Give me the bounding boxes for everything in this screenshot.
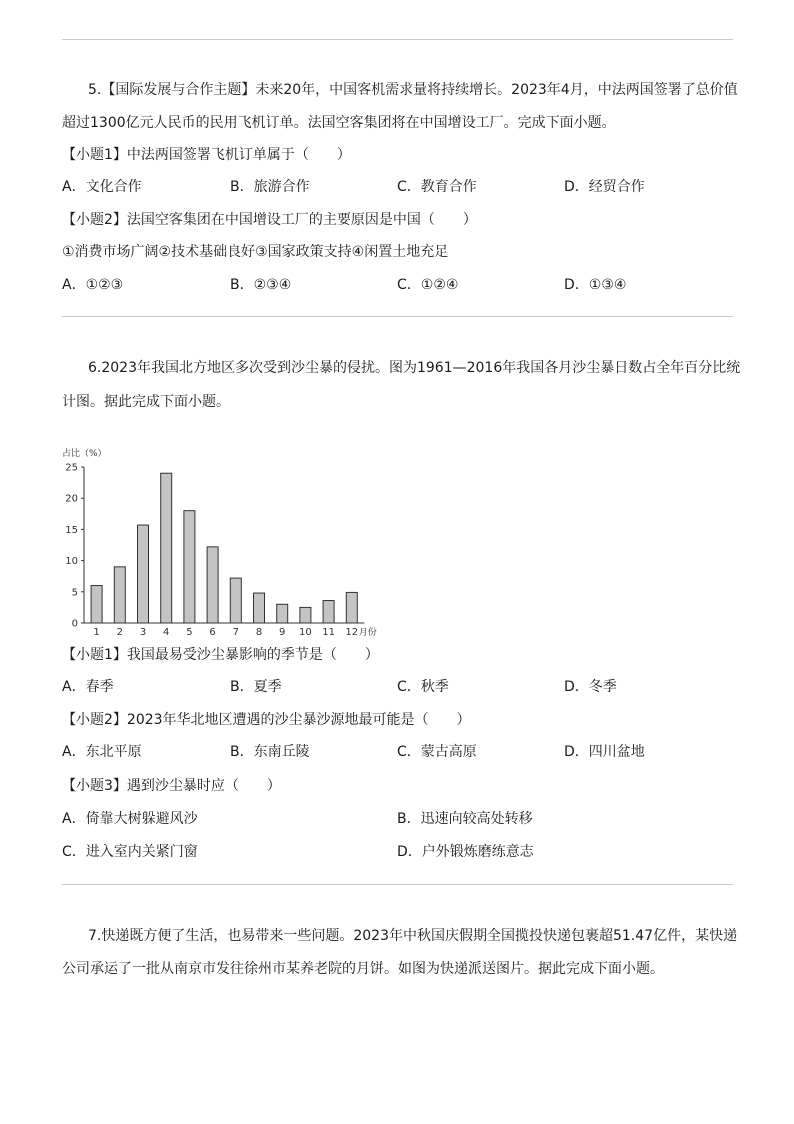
x-axis-title: 月份 xyxy=(358,628,377,638)
y-tick-label: 15 xyxy=(65,524,78,536)
q6-sub2-option-c[interactable]: C．蒙古高原 xyxy=(397,744,477,760)
q6-sub3-option-b[interactable]: B．迅速向较高处转移 xyxy=(397,811,533,827)
q5-sub1-option-b[interactable]: B．旅游合作 xyxy=(230,179,310,195)
x-tick-label: 1 xyxy=(93,627,100,638)
y-axis-title: 占比（%） xyxy=(62,449,107,459)
y-tick-label: 25 xyxy=(65,462,78,474)
x-tick-label: 12 xyxy=(345,627,359,638)
q6-sub2-stem: 【小题2】2023年华北地区遭遇的沙尘暴沙源地最可能是（ ） xyxy=(62,712,471,728)
divider-q6-q7 xyxy=(62,884,733,885)
bar-month-3 xyxy=(138,525,149,623)
x-tick-label: 4 xyxy=(163,627,170,638)
q6-stem-line1: 6.2023年我国北方地区多次受到沙尘暴的侵扰。图为1961—2016年我国各月沙尘暴日数占全年百分比统 xyxy=(88,360,741,376)
divider-q5-q6 xyxy=(62,316,733,317)
q6-sub3-option-c[interactable]: C．进入室内关紧门窗 xyxy=(62,844,198,860)
q5-sub2-option-c[interactable]: C．①②④ xyxy=(397,277,459,293)
bar-month-1 xyxy=(91,586,102,623)
x-tick-label: 3 xyxy=(139,627,147,638)
q5-sub2-option-d[interactable]: D．①③④ xyxy=(564,277,627,293)
q5-sub1-stem: 【小题1】中法两国签署飞机订单属于（ ） xyxy=(62,147,351,163)
q5-sub1-option-c[interactable]: C．教育合作 xyxy=(397,179,477,195)
y-tick-label: 0 xyxy=(71,618,78,630)
x-tick-label: 6 xyxy=(209,627,216,638)
y-tick-label: 5 xyxy=(71,587,78,599)
q5-sub2-option-a[interactable]: A．①②③ xyxy=(62,277,124,293)
q6-sub1-option-b[interactable]: B．夏季 xyxy=(230,679,282,695)
q5-stem-line1: 5.【国际发展与合作主题】未来20年，中国客机需求量将持续增长。2023年4月，中法两国签署了总价值 xyxy=(88,82,738,98)
q5-sub2-option-b[interactable]: B．②③④ xyxy=(230,277,292,293)
q6-sub3-stem: 【小题3】遇到沙尘暴时应（ ） xyxy=(62,778,281,794)
q7-stem-line2: 公司承运了一批从南京市发往徐州市某养老院的月饼。如图为快递派送图片。据此完成下面小题。 xyxy=(62,961,664,977)
sandstorm-monthly-bar-chart xyxy=(58,442,398,642)
q5-stem-line2: 超过1300亿元人民币的民用飞机订单。法国空客集团将在中国增设工厂。完成下面小题。 xyxy=(62,115,616,131)
bar-month-12 xyxy=(346,592,357,623)
x-tick-label: 8 xyxy=(255,627,263,638)
q6-sub1-option-a[interactable]: A．春季 xyxy=(62,679,114,695)
bar-month-4 xyxy=(161,473,172,623)
x-tick-label: 2 xyxy=(116,627,123,638)
q6-sub3-option-d[interactable]: D．户外锻炼磨练意志 xyxy=(397,844,534,860)
q6-sub2-option-d[interactable]: D．四川盆地 xyxy=(564,744,645,760)
q6-sub1-option-d[interactable]: D．冬季 xyxy=(564,679,617,695)
q6-sub1-stem: 【小题1】我国最易受沙尘暴影响的季节是（ ） xyxy=(62,647,379,663)
q6-stem-line2: 计图。据此完成下面小题。 xyxy=(62,394,230,410)
bar-month-9 xyxy=(277,604,288,623)
q6-sub2-option-a[interactable]: A．东北平原 xyxy=(62,744,142,760)
q6-sub2-option-b[interactable]: B．东南丘陵 xyxy=(230,744,310,760)
bar-month-11 xyxy=(323,601,334,623)
bar-month-5 xyxy=(184,511,195,623)
y-tick-label: 10 xyxy=(65,556,78,568)
bar-month-8 xyxy=(254,593,265,623)
bar-month-7 xyxy=(230,578,241,623)
x-tick-label: 5 xyxy=(186,627,193,638)
x-tick-label: 10 xyxy=(299,627,312,638)
bar-month-2 xyxy=(114,567,125,623)
q6-sub3-option-a[interactable]: A．倚靠大树躲避风沙 xyxy=(62,811,198,827)
q5-sub2-conditions: ①消费市场广阔②技术基础良好③国家政策支持④闲置土地充足 xyxy=(62,244,449,260)
q5-sub2-stem: 【小题2】法国空客集团在中国增设工厂的主要原因是中国（ ） xyxy=(62,212,477,228)
bar-month-10 xyxy=(300,607,311,623)
top-divider xyxy=(62,39,733,40)
x-tick-label: 7 xyxy=(232,627,239,638)
bar-month-6 xyxy=(207,547,218,623)
q7-stem-line1: 7.快递既方便了生活，也易带来一些问题。2023年中秋国庆假期全国揽投快递包裹超51.47亿件，某快递 xyxy=(88,928,738,944)
q6-sub1-option-c[interactable]: C．秋季 xyxy=(397,679,449,695)
y-tick-label: 20 xyxy=(65,493,78,505)
q5-sub1-option-d[interactable]: D．经贸合作 xyxy=(564,179,645,195)
q5-sub1-option-a[interactable]: A．文化合作 xyxy=(62,179,142,195)
x-tick-label: 9 xyxy=(279,627,286,638)
x-tick-label: 11 xyxy=(322,627,335,638)
